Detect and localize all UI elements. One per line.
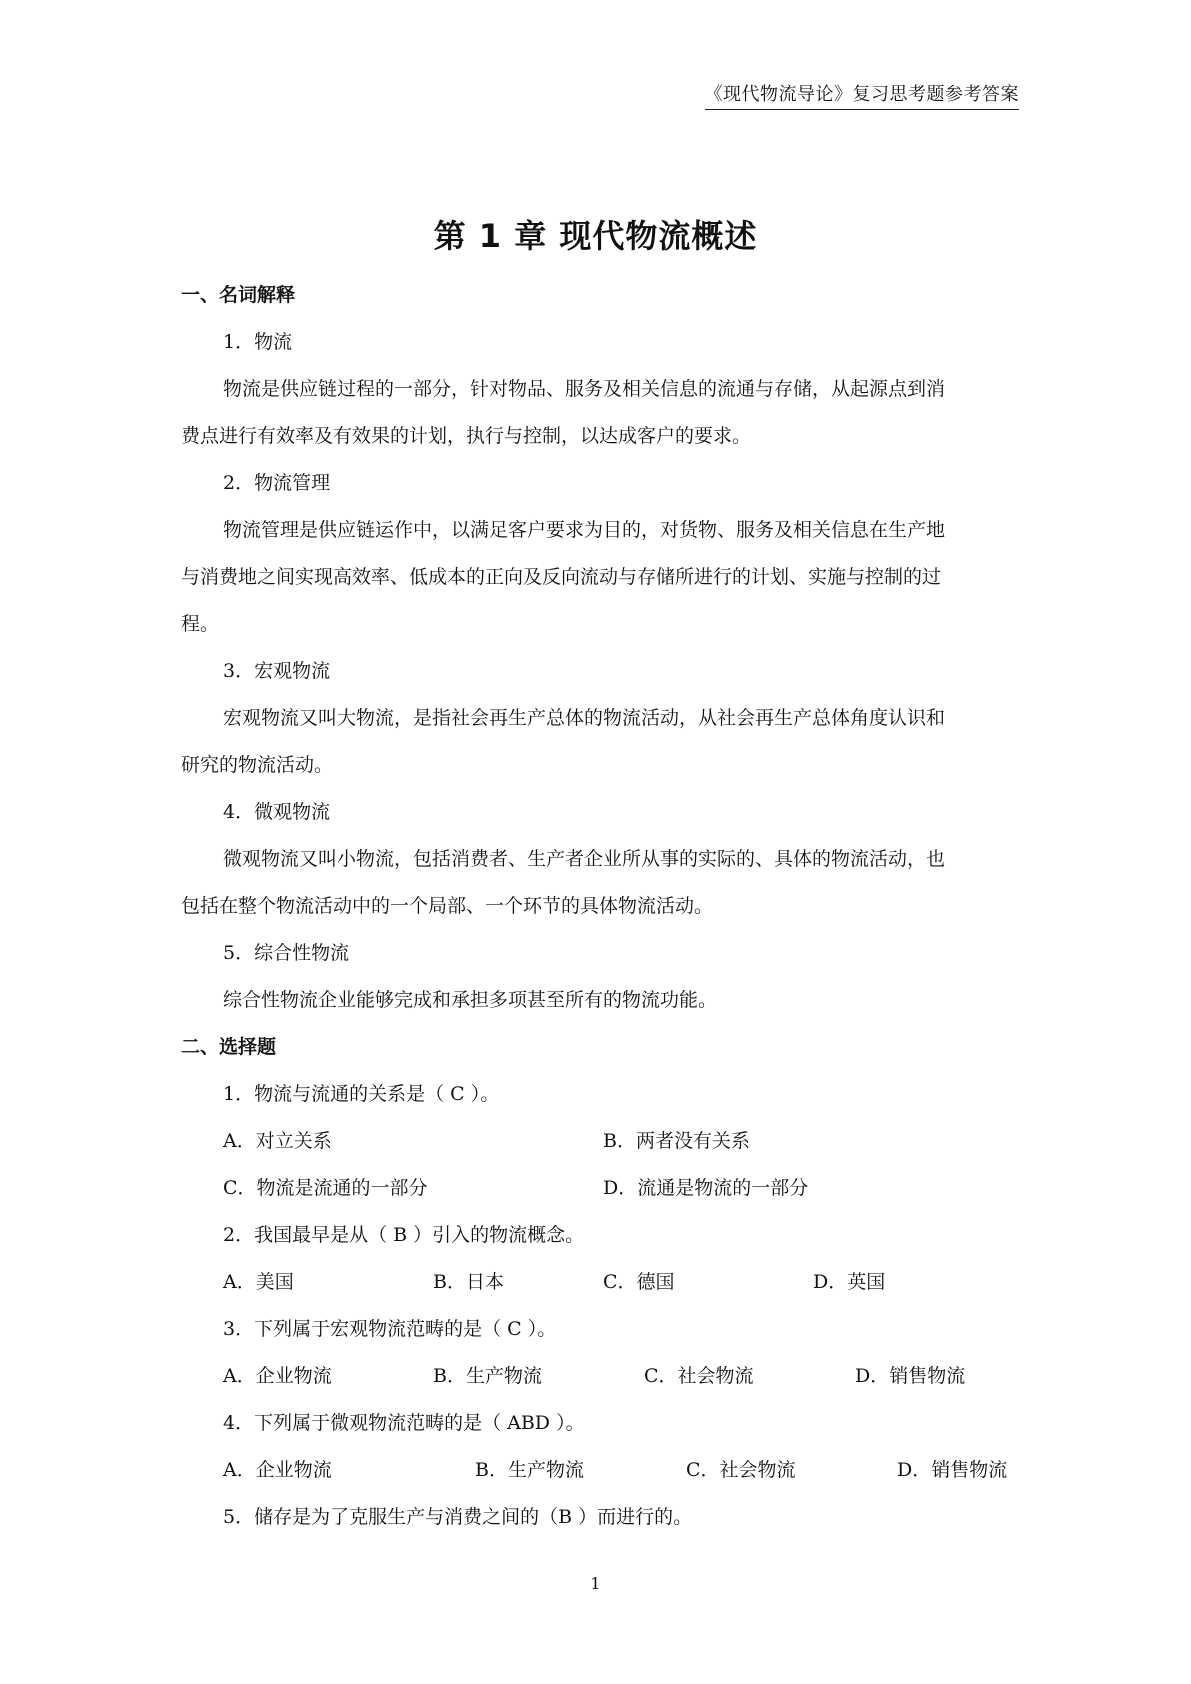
term-definition-line: 费点进行有效率及有效果的计划，执行与控制，以达成客户的要求。: [181, 425, 752, 447]
page-content: [181, 272, 1015, 1541]
term-title: 3．宏观物流: [223, 660, 331, 682]
term-definition-line: 综合性物流企业能够完成和承担多项甚至所有的物流功能。: [223, 989, 718, 1011]
option: B．生产物流: [433, 1365, 542, 1387]
section-heading-choice-questions: 二、选择题: [181, 1036, 277, 1058]
option: A．企业物流: [223, 1365, 332, 1387]
question-options: [181, 1118, 1015, 1165]
term-definition-line: 程。: [181, 613, 220, 635]
option: B．两者没有关系: [603, 1130, 750, 1152]
page-number: 1: [590, 1574, 601, 1593]
term-definition-line: 宏观物流又叫大物流，是指社会再生产总体的物流活动，从社会再生产总体角度认识和: [223, 707, 946, 729]
option: D．流通是物流的一部分: [603, 1177, 809, 1199]
option: C．德国: [603, 1271, 675, 1293]
option: B．生产物流: [475, 1459, 584, 1481]
question-text: 4．下列属于微观物流范畴的是（ ABD ）。: [223, 1412, 585, 1434]
option: C．社会物流: [644, 1365, 754, 1387]
option: C．社会物流: [686, 1459, 796, 1481]
term-title: 4．微观物流: [223, 801, 331, 823]
question-options: [181, 1165, 1015, 1212]
term-definition-line: 与消费地之间实现高效率、低成本的正向及反向流动与存储所进行的计划、实施与控制的过: [181, 566, 942, 588]
question-options: [181, 1353, 1015, 1400]
question-text: 2．我国最早是从（ B ）引入的物流概念。: [223, 1224, 585, 1246]
option: A．企业物流: [223, 1459, 332, 1481]
question-options: [181, 1259, 1015, 1306]
term-title: 2．物流管理: [223, 472, 331, 494]
option: D．销售物流: [897, 1459, 1008, 1481]
running-header: 《现代物流导论》复习思考题参考答案: [705, 84, 1020, 110]
term-definition-line: 微观物流又叫小物流，包括消费者、生产者企业所从事的实际的、具体的物流活动，也: [223, 848, 946, 870]
term-definition-line: 物流是供应链过程的一部分，针对物品、服务及相关信息的流通与存储，从起源点到消: [223, 378, 946, 400]
option: D．销售物流: [855, 1365, 966, 1387]
question-options: [181, 1447, 1015, 1494]
option: D．英国: [813, 1271, 886, 1293]
term-definition-line: 研究的物流活动。: [181, 754, 334, 776]
option: A．对立关系: [223, 1130, 332, 1152]
question-text: 1．物流与流通的关系是（ C ）。: [223, 1083, 500, 1105]
term-title: 1．物流: [223, 331, 293, 353]
option: C．物流是流通的一部分: [223, 1177, 428, 1199]
term-title: 5．综合性物流: [223, 942, 350, 964]
question-text: 3．下列属于宏观物流范畴的是（ C ）。: [223, 1318, 557, 1340]
option: B．日本: [433, 1271, 504, 1293]
term-definition-line: 包括在整个物流活动中的一个局部、一个环节的具体物流活动。: [181, 895, 714, 917]
chapter-title: 第 1 章 现代物流概述: [433, 217, 758, 255]
question-text: 5．储存是为了克服生产与消费之间的（B ）而进行的。: [223, 1506, 693, 1528]
section-heading-definitions: 一、名词解释: [181, 284, 296, 306]
option: A．美国: [223, 1271, 294, 1293]
term-definition-line: 物流管理是供应链运作中，以满足客户要求为目的，对货物、服务及相关信息在生产地: [223, 519, 946, 541]
